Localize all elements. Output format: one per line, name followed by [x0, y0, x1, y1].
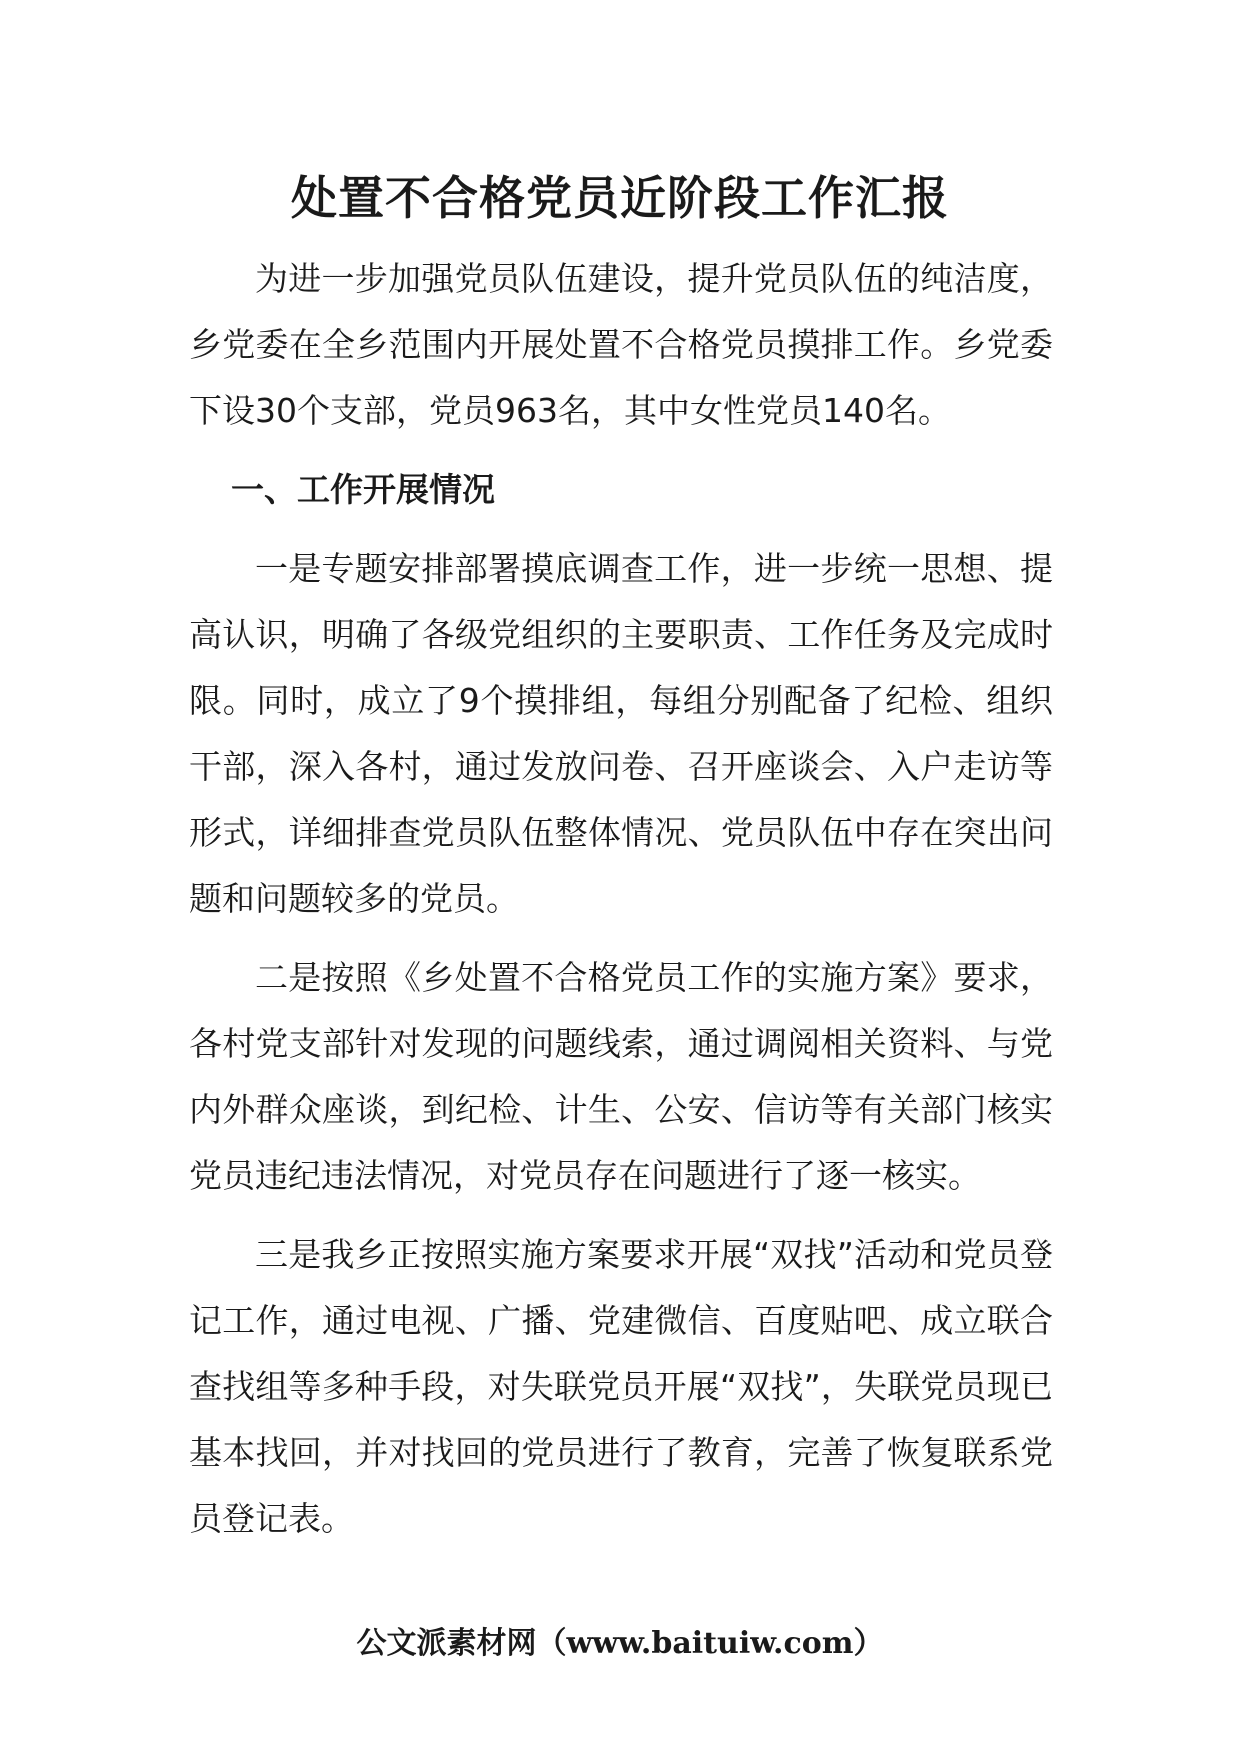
body-paragraph-1: 一是专题安排部署摸底调查工作，进一步统一思想、提高认识，明确了各级党组织的主要职责、工作任务及完成时限。同时，成立了9个摸排组，每组分别配备了纪检、组织干部，深入各村，通过发放问卷、召开座谈会、入户走访等形式，详细排查党员队伍整体情况、党员队伍中存在突出问题和问题较多的党员。 — [189, 549, 1053, 918]
footer-source: 公文派素材网（www.baituiw.com） — [356, 1626, 884, 1661]
document-title: 处置不合格党员近阶段工作汇报 — [291, 171, 949, 225]
body-paragraph-2: 二是按照《乡处置不合格党员工作的实施方案》要求，各村党支部针对发现的问题线索，通过调阅相关资料、与党内外群众座谈，到纪检、计生、公安、信访等有关部门核实党员违纪违法情况，对党员存在问题进行了逐一核实。 — [189, 958, 1053, 1195]
document-body — [189, 246, 1053, 1565]
intro-paragraph: 为进一步加强党员队伍建设，提升党员队伍的纯洁度，乡党委在全乡范围内开展处置不合格党员摸排工作。乡党委下设30个支部，党员963名，其中女性党员140名。 — [189, 259, 1053, 430]
body-paragraph-3: 三是我乡正按照实施方案要求开展“双找”活动和党员登记工作，通过电视、广播、党建微信、百度贴吧、成立联合查找组等多种手段，对失联党员开展“双找”，失联党员现已基本找回，并对找回的党员进行了教育，完善了恢复联系党员登记表。 — [189, 1235, 1053, 1538]
section-heading: 一、工作开展情况 — [231, 470, 495, 509]
